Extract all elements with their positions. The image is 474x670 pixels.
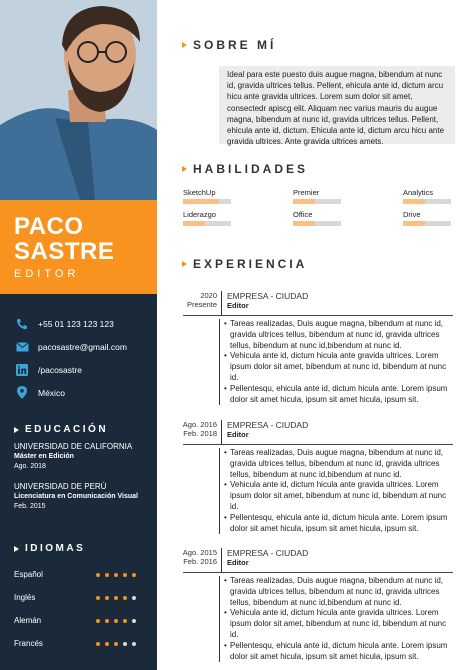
- location-text: México: [38, 387, 65, 398]
- experience-task: • Pellentesqu, ehicula ante id, dictum hicula ante. Lorem ipsum dolor sit amet hicula, ipsum sit amet hicula, ipsum sit.: [226, 641, 453, 663]
- triangle-bullet-icon: [182, 166, 187, 172]
- level-dot: [114, 619, 118, 623]
- phone-icon: [14, 316, 30, 332]
- skill-item: [293, 210, 403, 226]
- skill-level-bar: [403, 221, 451, 226]
- language-row: [14, 587, 154, 608]
- experience-company: EMPRESA - CIUDAD: [227, 420, 309, 430]
- language-level-dots: [96, 619, 136, 623]
- skill-level-bar: [183, 221, 231, 226]
- contact-list: [14, 312, 154, 404]
- language-name: Alemán: [14, 616, 42, 625]
- experience-divider: [183, 572, 453, 573]
- experience-task: • Tareas realizadas, Duis augue magna, bibendum at nunc id, gravida ultrices tellus, bibendum at nunc id, gravida ultrices tellus, bibendum at nunc id,bibendum at nunc id.: [226, 448, 453, 480]
- education-section: [14, 424, 154, 512]
- level-dot: [132, 596, 136, 600]
- experience-header: [183, 548, 453, 570]
- level-dot: [96, 596, 100, 600]
- experience-date-end: Feb. 2016: [183, 557, 217, 566]
- experience-date-start: Ago. 2015: [182, 548, 217, 557]
- skill-level-fill: [293, 199, 315, 204]
- education-degree: Máster en Edición: [14, 453, 74, 460]
- triangle-bullet-icon: [14, 427, 19, 433]
- language-level-dots: [96, 573, 136, 577]
- language-level-dots: [96, 642, 136, 646]
- experience-date-end: Presente: [186, 300, 217, 309]
- level-dot: [123, 619, 127, 623]
- skill-item: [183, 188, 293, 204]
- level-dot: [105, 642, 109, 646]
- timeline-line: [221, 420, 222, 444]
- language-row: [14, 564, 154, 585]
- language-row: [14, 633, 154, 654]
- contact-email: [14, 335, 154, 358]
- name-block: [0, 200, 157, 294]
- experience-date-start: 2020: [200, 291, 217, 300]
- experience-divider: [183, 444, 453, 445]
- sidebar: [0, 0, 157, 670]
- experience-header: [183, 291, 453, 313]
- first-name: PACO: [14, 213, 84, 240]
- skill-level-bar: [403, 199, 451, 204]
- triangle-bullet-icon: [182, 42, 187, 48]
- languages-title: IDIOMAS: [25, 543, 86, 554]
- level-dot: [123, 642, 127, 646]
- profile-photo: [0, 0, 157, 200]
- skills-grid: [183, 188, 453, 226]
- education-institution: UNIVERSIDAD DE CALIFORNIA: [14, 442, 133, 451]
- experience-task: • Pellentesqu, ehicula ante id, dictum hicula ante. Lorem ipsum dolor sit amet hicula, ipsum sit amet hicula, ipsum sit.: [226, 384, 453, 406]
- email-icon: [14, 339, 30, 355]
- contact-linkedin: [14, 358, 154, 381]
- skill-name: Office: [293, 210, 313, 219]
- level-dot: [114, 596, 118, 600]
- linkedin-text: /pacosastre: [38, 364, 82, 375]
- experience-tasks: [219, 576, 453, 662]
- experience-role: Editor: [227, 301, 249, 310]
- experience-date-end: Feb. 2018: [183, 429, 217, 438]
- about-title: SOBRE MÍ: [193, 38, 277, 52]
- experience-role: Editor: [227, 558, 249, 567]
- experience-role: Editor: [227, 430, 249, 439]
- level-dot: [114, 642, 118, 646]
- level-dot: [96, 642, 100, 646]
- language-name: Inglés: [14, 593, 36, 602]
- email-text: pacosastre@gmail.com: [38, 341, 127, 352]
- language-row: [14, 610, 154, 631]
- experience-task: • Tareas realizadas, Duis augue magna, bibendum at nunc id, gravida ultrices tellus, bibendum at nunc id, gravida ultrices tellus, bibendum at nunc id,bibendum at nunc id.: [226, 319, 453, 351]
- education-item: [14, 442, 154, 472]
- level-dot: [105, 619, 109, 623]
- level-dot: [123, 596, 127, 600]
- languages-heading: [14, 543, 154, 554]
- experience-dates: [157, 420, 217, 438]
- language-name: Español: [14, 570, 43, 579]
- skill-name: Drive: [403, 210, 421, 219]
- experience-title: EXPERIENCIA: [193, 257, 308, 271]
- level-dot: [105, 596, 109, 600]
- language-level-dots: [96, 596, 136, 600]
- job-title: EDITOR: [14, 268, 80, 280]
- skill-item: [293, 188, 403, 204]
- about-text-box: Ideal para este puesto duis augue magna, bibendum at nunc id, gravida ultrices tellus. Pellent, ehicula ante id, dictum arcu hicu ante gravida ultrices. Lorem sum dolor sit amet, consectedr apiscg elit. Aliquam nec varius mauris du augue magna, bibendum at nunc id, gravida ultrices tellus. Pellent, ehicula ante id, dictum. Ehicula ante id, dictum arcu hicu ante gravida ultrices. Ante gravida ultrices amets.: [219, 66, 455, 144]
- experience-header: [183, 420, 453, 442]
- education-date: Feb. 2015: [14, 503, 46, 510]
- triangle-bullet-icon: [182, 261, 187, 267]
- skill-level-fill: [293, 221, 315, 226]
- experience-company: EMPRESA - CIUDAD: [227, 291, 309, 301]
- experience-task: • Vehicula ante id, dictum hicula ante gravida ultrices. Lorem ipsum dolor sit amet, bibendum at nunc id, bibendum at nunc id.: [226, 608, 453, 640]
- experience-task: • Vehicula ante id, dictum hicula ante gravida ultrices. Lorem ipsum dolor sit amet, bibendum at nunc id, bibendum at nunc id.: [226, 351, 453, 383]
- timeline-line: [221, 291, 222, 315]
- education-heading: [14, 424, 154, 435]
- skill-level-bar: [293, 199, 341, 204]
- education-degree: Licenciatura en Comunicación Visual: [14, 493, 138, 500]
- skill-level-bar: [293, 221, 341, 226]
- experience-task: • Tareas realizadas, Duis augue magna, bibendum at nunc id, gravida ultrices tellus, bibendum at nunc id, gravida ultrices tellus, bibendum at nunc id,bibendum at nunc id.: [226, 576, 453, 608]
- skill-item: [183, 210, 293, 226]
- triangle-bullet-icon: [14, 546, 19, 552]
- skill-name: Liderazgo: [183, 210, 216, 219]
- experience-item: [182, 548, 453, 661]
- linkedin-icon: [14, 362, 30, 378]
- languages-list: [14, 564, 154, 654]
- level-dot: [132, 642, 136, 646]
- level-dot: [114, 573, 118, 577]
- timeline-line: [221, 548, 222, 572]
- experience-date-start: Ago. 2016: [182, 420, 217, 429]
- skills-title: HABILIDADES: [193, 162, 309, 176]
- experience-dates: [157, 291, 217, 309]
- last-name: SASTRE: [14, 238, 115, 265]
- level-dot: [96, 619, 100, 623]
- experience-company: EMPRESA - CIUDAD: [227, 548, 309, 558]
- skill-name: SketchUp: [183, 188, 216, 197]
- experience-tasks: [219, 448, 453, 534]
- level-dot: [96, 573, 100, 577]
- skill-level-fill: [183, 221, 205, 226]
- level-dot: [123, 573, 127, 577]
- experience-divider: [183, 315, 453, 316]
- experience-item: [182, 420, 453, 533]
- experience-dates: [157, 548, 217, 566]
- phone-text: +55 01 123 123 123: [38, 318, 114, 329]
- experience-item: [183, 291, 453, 404]
- contact-phone: [14, 312, 154, 335]
- languages-section: [14, 543, 154, 654]
- education-date: Ago. 2018: [14, 463, 46, 470]
- skill-item: [403, 188, 463, 204]
- experience-task: • Pellentesqu, ehicula ante id, dictum hicula ante. Lorem ipsum dolor sit amet hicula, ipsum sit amet hicula, ipsum sit.: [226, 513, 453, 535]
- education-institution: UNIVERSIDAD DE PERÚ: [14, 482, 107, 491]
- skills-heading: [182, 162, 308, 176]
- level-dot: [105, 573, 109, 577]
- level-dot: [132, 619, 136, 623]
- education-item: [14, 482, 154, 512]
- skill-level-bar: [183, 199, 231, 204]
- location-icon: [14, 385, 30, 401]
- level-dot: [132, 573, 136, 577]
- experience-task: • Vehicula ante id, dictum hicula ante gravida ultrices. Lorem ipsum dolor sit amet, bibendum at nunc id, bibendum at nunc id.: [226, 480, 453, 512]
- skill-name: Premier: [293, 188, 320, 197]
- experience-heading: [182, 257, 307, 271]
- skill-name: Analytics: [403, 188, 434, 197]
- skill-level-fill: [403, 199, 425, 204]
- skill-item: [403, 210, 463, 226]
- contact-location: [14, 381, 154, 404]
- language-name: Francés: [14, 639, 43, 648]
- skill-level-fill: [403, 221, 425, 226]
- skill-level-fill: [183, 199, 219, 204]
- experience-tasks: [219, 319, 453, 405]
- education-title: EDUCACIÓN: [25, 424, 109, 435]
- about-heading: [182, 38, 276, 52]
